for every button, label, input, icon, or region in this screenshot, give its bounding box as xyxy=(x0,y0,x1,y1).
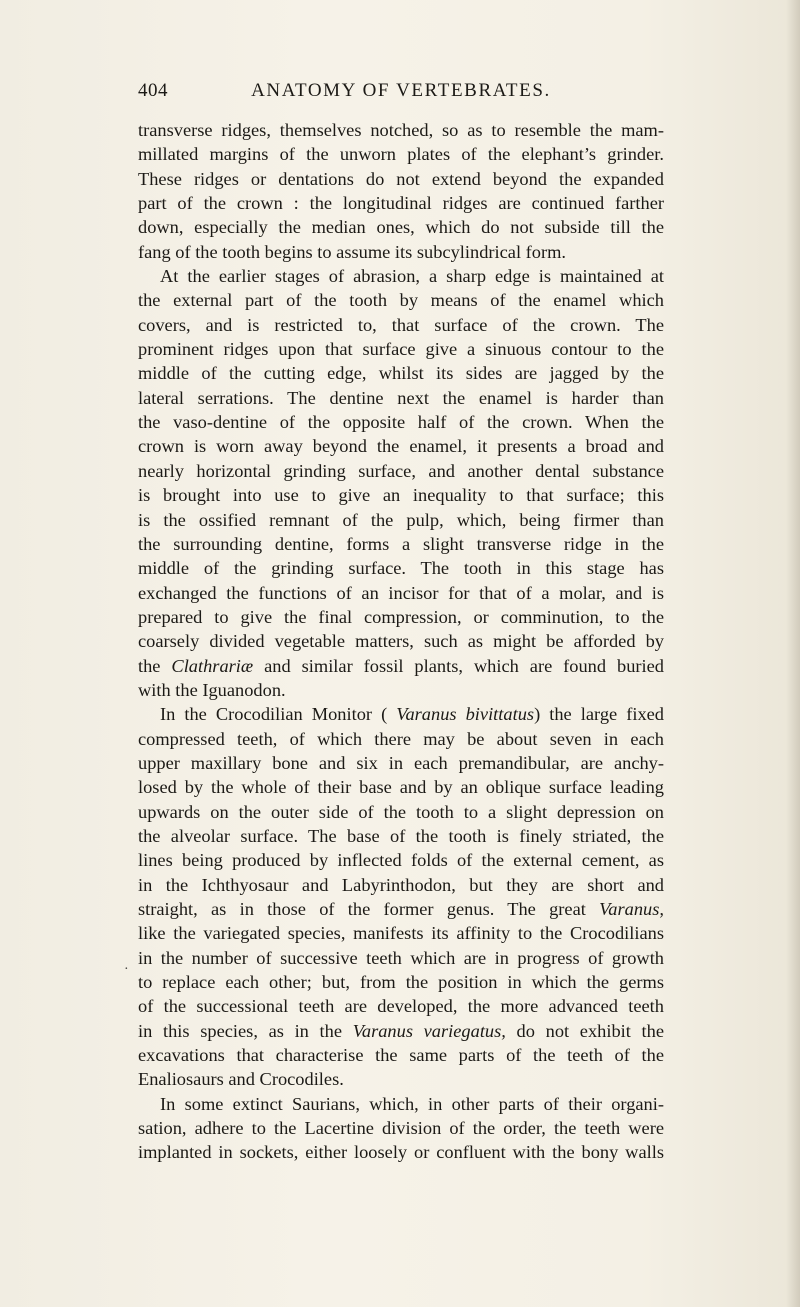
text-line xyxy=(138,605,664,629)
text-segment: the xyxy=(138,655,172,676)
text-segment: compressed teeth, of which there may be about seven in each xyxy=(138,728,664,749)
text-line xyxy=(138,361,664,385)
text-line xyxy=(138,1092,664,1116)
text-line xyxy=(138,556,664,580)
text-line xyxy=(138,1116,664,1140)
text-segment: middle of the grinding surface. The tooth in this stage has xyxy=(138,558,664,579)
text-segment: lines being produced by inflected folds of the external cement, as xyxy=(138,850,664,871)
text-line xyxy=(138,459,664,483)
text-segment: implanted in sockets, either loosely or confluent with the bony walls xyxy=(138,1142,664,1163)
text-segment: like the variegated species, manifests its affinity to the Crocodilians xyxy=(138,923,664,944)
italic-term: Varanus, xyxy=(599,899,664,919)
text-line xyxy=(138,800,664,824)
text-segment: to replace each other; but, from the position in which the germs xyxy=(138,972,664,993)
text-segment: straight, as in those of the former genus. The great xyxy=(138,899,600,919)
text-segment: exchanged the functions of an incisor for that of a molar, and is xyxy=(138,582,664,603)
text-line xyxy=(138,508,664,532)
text-segment: In some extinct Saurians, which, in other parts of their organi- xyxy=(160,1093,664,1114)
text-line xyxy=(138,946,664,970)
text-segment: of the successional teeth are developed, the more advanced teeth xyxy=(138,996,664,1017)
text-line xyxy=(138,629,664,653)
text-line xyxy=(138,727,664,751)
text-segment: excavations that characterise the same parts of the teeth of the xyxy=(138,1045,664,1066)
text-line xyxy=(138,897,664,921)
text-segment: the vaso-dentine of the opposite half of the crown. When the xyxy=(138,412,664,433)
text-line xyxy=(138,142,664,166)
text-segment: the external part of the tooth by means of the enamel which xyxy=(138,290,664,311)
margin-mark: · xyxy=(124,962,129,977)
text-segment: crown is worn away beyond the enamel, it presents a broad and xyxy=(138,436,664,457)
text-segment: Enaliosaurs and Crocodiles. xyxy=(138,1069,344,1090)
text-line xyxy=(138,483,664,507)
text-line xyxy=(138,873,664,897)
text-line xyxy=(138,1043,664,1067)
text-line xyxy=(138,532,664,556)
body-text xyxy=(138,118,664,1165)
text-segment: transverse ridges, themselves notched, so as to resemble the mam- xyxy=(138,120,664,140)
text-line xyxy=(138,751,664,775)
text-line xyxy=(138,337,664,361)
text-line xyxy=(138,1067,664,1091)
text-segment: part of the crown : the longitudinal ridges are continued farther xyxy=(138,193,664,214)
page-header xyxy=(138,80,664,108)
text-segment: At the earlier stages of abrasion, a sharp edge is maintained at xyxy=(160,266,664,287)
text-segment: in the number of successive teeth which are in progress of growth xyxy=(138,947,664,968)
text-line xyxy=(138,824,664,848)
text-segment: with the Iguanodon. xyxy=(138,679,286,700)
text-segment: These ridges or dentations do not extend beyond the expanded xyxy=(138,168,664,189)
text-segment: lateral serrations. The dentine next the enamel is harder than xyxy=(138,387,664,408)
text-line xyxy=(138,1140,664,1164)
text-segment: upper maxillary bone and six in each premandibular, are anchy- xyxy=(138,752,664,773)
text-line xyxy=(138,654,664,678)
text-segment: the alveolar surface. The base of the tooth is finely striated, the xyxy=(138,825,664,846)
text-line xyxy=(138,678,664,702)
text-line xyxy=(138,434,664,458)
text-line xyxy=(138,1019,664,1043)
text-line xyxy=(138,240,664,264)
text-segment: sation, adhere to the Lacertine division of the order, the teeth were xyxy=(138,1118,664,1139)
text-line xyxy=(138,288,664,312)
text-segment: do not exhibit the xyxy=(505,1020,665,1041)
text-segment: covers, and is restricted to, that surface of the crown. The xyxy=(138,314,664,335)
text-line xyxy=(138,191,664,215)
text-segment: millated margins of the unworn plates of the elephant’s grinder. xyxy=(138,144,664,165)
text-line xyxy=(138,848,664,872)
text-segment: and similar fossil plants, which are found buried xyxy=(253,655,664,676)
text-line xyxy=(138,167,664,191)
text-line xyxy=(138,313,664,337)
text-line xyxy=(138,410,664,434)
text-segment: the surrounding dentine, forms a slight transverse ridge in the xyxy=(138,533,664,554)
text-segment: down, especially the median ones, which do not subside till the xyxy=(138,217,664,238)
page-edge-shadow xyxy=(786,0,800,1307)
text-segment: prepared to give the final compression, or comminution, to the xyxy=(138,606,664,627)
page-number: 404 xyxy=(138,80,168,101)
text-segment: ) the large fixed xyxy=(534,704,665,725)
text-segment: is the ossified remnant of the pulp, which, being firmer than xyxy=(138,509,664,530)
italic-term: Varanus variegatus, xyxy=(352,1020,506,1041)
text-segment: upwards on the outer side of the tooth to a slight depression on xyxy=(138,801,664,822)
text-line xyxy=(138,775,664,799)
text-line xyxy=(138,994,664,1018)
text-line xyxy=(138,264,664,288)
text-segment: losed by the whole of their base and by an oblique surface leading xyxy=(138,777,664,798)
text-line xyxy=(138,118,664,142)
text-line xyxy=(138,970,664,994)
text-line xyxy=(138,386,664,410)
text-line xyxy=(138,215,664,239)
italic-term: Clathrariæ xyxy=(171,655,254,676)
text-line xyxy=(138,581,664,605)
text-segment: prominent ridges upon that surface give a sinuous contour to the xyxy=(138,339,664,360)
text-line xyxy=(138,702,664,726)
text-segment: in this species, as in the xyxy=(138,1020,353,1041)
text-segment: fang of the tooth begins to assume its subcylindrical form. xyxy=(138,241,567,262)
text-line xyxy=(138,921,664,945)
running-head: ANATOMY OF VERTEBRATES. xyxy=(251,80,551,101)
text-segment: In the Crocodilian Monitor ( xyxy=(160,704,397,725)
text-segment: is brought into use to give an inequality to that surface; this xyxy=(138,485,664,506)
text-segment: middle of the cutting edge, whilst its sides are jagged by the xyxy=(138,363,664,384)
text-segment: coarsely divided vegetable matters, such as might be afforded by xyxy=(138,631,664,652)
italic-term: Varanus bivittatus xyxy=(396,704,535,725)
text-segment: in the Ichthyosaur and Labyrinthodon, but they are short and xyxy=(138,874,664,895)
text-segment: nearly horizontal grinding surface, and another dental substance xyxy=(138,460,664,481)
